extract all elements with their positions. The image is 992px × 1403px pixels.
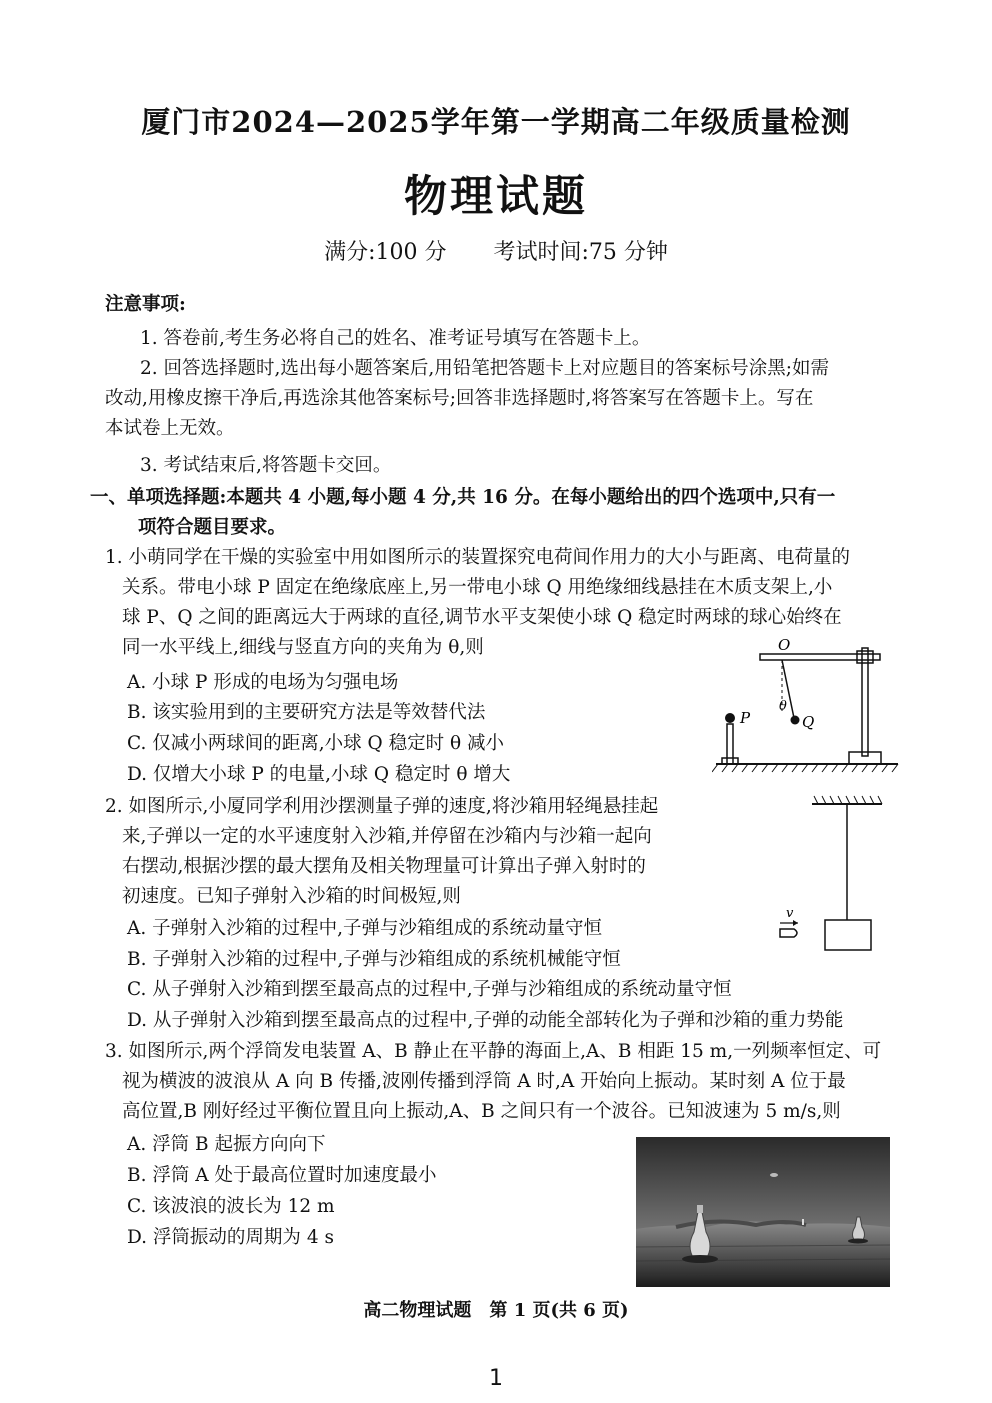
q1-stem-line-2: 关系。带电小球 P 固定在绝缘底座上,另一带电小球 Q 用绝缘细线悬挂在木质支架上,小	[122, 577, 833, 598]
q2-option-a: A. 子弹射入沙箱的过程中,子弹与沙箱组成的系统动量守恒	[127, 918, 603, 939]
q3-option-a: A. 浮筒 B 起振方向向下	[127, 1134, 326, 1155]
note-item-2-line-1: 2. 回答选择题时,选出每小题答案后,用铅笔把答题卡上对应题目的答案标号涂黑;如需	[140, 358, 830, 379]
q1-apparatus-figure	[712, 636, 904, 776]
q2-option-c: C. 从子弹射入沙箱到摆至最高点的过程中,子弹与沙箱组成的系统动量守恒	[127, 979, 732, 1000]
q2-option-b: B. 子弹射入沙箱的过程中,子弹与沙箱组成的系统机械能守恒	[127, 949, 621, 970]
q2-option-d: D. 从子弹射入沙箱到摆至最高点的过程中,子弹的动能全部转化为子弹和沙箱的重力势能	[127, 1010, 844, 1031]
q1-stem-line-3: 球 P、Q 之间的距离远大于两球的直径,调节水平支架使小球 Q 稳定时两球的球心始终在	[122, 607, 842, 628]
page-number: 1	[489, 1366, 503, 1391]
q3-buoy-photo	[636, 1137, 890, 1287]
q2-stem-line-2: 来,子弹以一定的水平速度射入沙箱,并停留在沙箱内与沙箱一起向	[122, 826, 652, 847]
q3-option-c: C. 该波浪的波长为 12 m	[127, 1196, 335, 1217]
exam-title: 厦门市2024—2025学年第一学期高二年级质量检测	[141, 105, 851, 139]
q1-stem-line-4: 同一水平线上,细线与竖直方向的夹角为 θ,则	[122, 637, 484, 658]
label-v: v	[786, 906, 794, 921]
q2-stem-line-4: 初速度。已知子弹射入沙箱的时间极短,则	[122, 886, 461, 907]
q3-option-b: B. 浮筒 A 处于最高位置时加速度最小	[127, 1165, 437, 1186]
q1-option-a: A. 小球 P 形成的电场为匀强电场	[127, 672, 399, 693]
subject-title: 物理试题	[404, 172, 588, 222]
label-theta: θ	[779, 699, 787, 714]
section-1-heading-line-1: 一、单项选择题:本题共 4 小题,每小题 4 分,共 16 分。在每小题给出的四个选项中,只有一	[90, 487, 836, 508]
page-footer: 高二物理试题 第 1 页(共 6 页)	[363, 1300, 629, 1321]
q3-stem-line-3: 高位置,B 刚好经过平衡位置且向上振动,A、B 之间只有一个波谷。已知波速为 5 m/s,则	[122, 1101, 841, 1122]
q3-option-d: D. 浮筒振动的周期为 4 s	[127, 1227, 334, 1248]
q3-stem-line-1: 3. 如图所示,两个浮筒发电装置 A、B 静止在平静的海面上,A、B 相距 15 m,一列频率恒定、可	[105, 1041, 882, 1062]
exam-time: 考试时间:75 分钟	[493, 240, 668, 265]
q1-stem-line-1: 1. 小萌同学在干燥的实验室中用如图所示的装置探究电荷间作用力的大小与距离、电荷量的	[105, 547, 851, 568]
note-item-2-line-3: 本试卷上无效。	[105, 418, 235, 439]
note-item-1: 1. 答卷前,考生务必将自己的姓名、准考证号填写在答题卡上。	[140, 328, 651, 349]
label-o: O	[778, 636, 791, 654]
note-item-2-line-2: 改动,用橡皮擦干净后,再选涂其他答案标号;回答非选择题时,将答案写在答题卡上。写在	[105, 388, 814, 409]
exam-meta	[0, 235, 992, 266]
q1-option-b: B. 该实验用到的主要研究方法是等效替代法	[127, 702, 486, 723]
label-q: Q	[802, 713, 815, 731]
note-item-3: 3. 考试结束后,将答题卡交回。	[140, 455, 392, 476]
q2-stem-line-3: 右摆动,根据沙摆的最大摆角及相关物理量可计算出子弹入射时的	[122, 856, 646, 877]
full-score: 满分:100 分	[324, 240, 447, 265]
notes-title: 注意事项:	[105, 294, 186, 315]
label-p: P	[740, 709, 751, 727]
q2-sand-pendulum-figure	[774, 792, 886, 954]
q1-option-c: C. 仅减小两球间的距离,小球 Q 稳定时 θ 减小	[127, 733, 504, 754]
q2-stem-line-1: 2. 如图所示,小厦同学利用沙摆测量子弹的速度,将沙箱用轻绳悬挂起	[105, 796, 659, 817]
section-1-heading-line-2: 项符合题目要求。	[138, 517, 287, 538]
q3-stem-line-2: 视为横波的波浪从 A 向 B 传播,波刚传播到浮筒 A 时,A 开始向上振动。某时刻 A 位于最	[122, 1071, 846, 1092]
q1-option-d: D. 仅增大小球 P 的电量,小球 Q 稳定时 θ 增大	[127, 764, 511, 785]
